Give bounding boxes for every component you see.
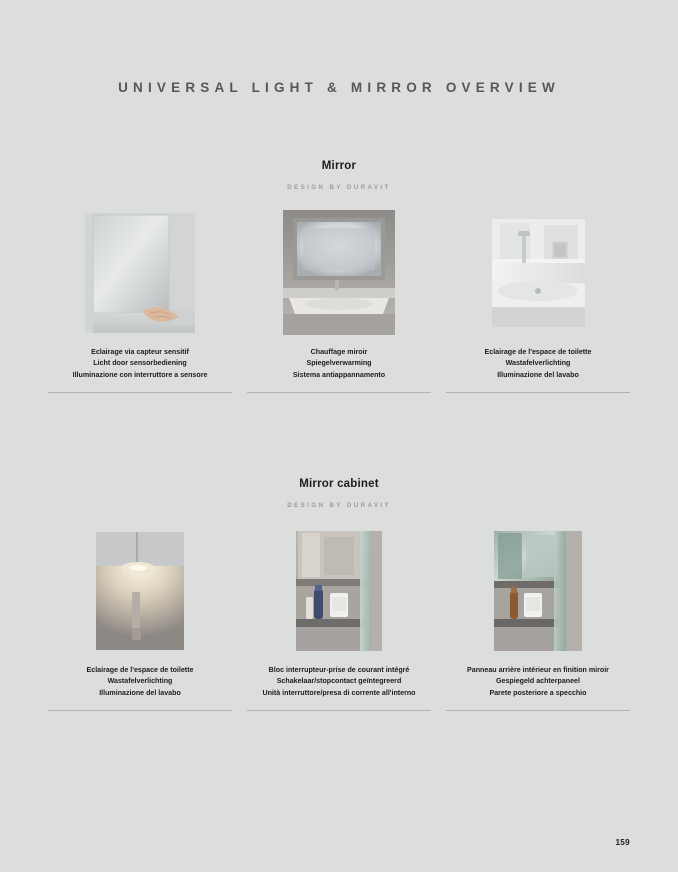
section-subtitle: DESIGN BY DURAVIT — [287, 502, 391, 509]
caption-line: Licht door sensorbediening — [93, 359, 187, 368]
caption-line: Illuminazione del lavabo — [99, 688, 181, 697]
section-title: Mirror — [321, 160, 357, 172]
mirror-with-heated-surface-photo — [247, 210, 431, 335]
card-divider — [247, 392, 431, 393]
caption-line: Panneau arrière intérieur en finition miroir — [467, 666, 609, 674]
product-card — [48, 528, 232, 711]
product-card — [446, 210, 630, 393]
card-row — [48, 210, 630, 393]
section-mirror-cabinet — [48, 478, 630, 711]
card-caption — [293, 347, 385, 383]
card-divider — [247, 710, 431, 711]
caption-line: Eclairage de l'espace de toilette — [86, 666, 194, 674]
card-caption — [467, 665, 609, 701]
caption-line: Chauffage miroir — [310, 348, 368, 356]
section-mirror — [48, 160, 630, 393]
card-caption — [73, 347, 208, 383]
card-row — [48, 528, 630, 711]
caption-line: Spiegelverwarming — [306, 359, 372, 368]
section-subtitle: DESIGN BY DURAVIT — [287, 184, 391, 191]
card-caption — [485, 347, 592, 383]
page-title: UNIVERSAL LIGHT & MIRROR OVERVIEW — [118, 80, 560, 95]
card-divider — [446, 392, 630, 393]
caption-line: Wastafelverlichting — [505, 359, 571, 368]
product-card — [446, 528, 630, 711]
mirror-washbasin-lighting-photo — [446, 210, 630, 335]
product-card — [48, 210, 232, 393]
caption-line: Schakelaar/stopcontact geïntegreerd — [276, 677, 402, 686]
card-caption — [262, 665, 415, 701]
caption-line: Unità interruttore/presa di corrente all'interno — [262, 688, 416, 697]
mirror-cabinet-washbasin-lighting-photo — [48, 528, 232, 653]
card-divider — [48, 710, 232, 711]
caption-line: Illuminazione con interruttore a sensore — [72, 370, 208, 379]
caption-line: Gespiegeld achterpaneel — [496, 677, 580, 686]
section-header — [48, 478, 630, 509]
caption-line: Illuminazione del lavabo — [497, 370, 579, 379]
product-card — [247, 528, 431, 711]
caption-line: Sistema antiappannamento — [292, 370, 386, 379]
page-number: 159 — [615, 838, 630, 847]
card-divider — [48, 392, 232, 393]
mirror-cabinet-integrated-socket-photo — [247, 528, 431, 653]
mirror-cabinet-mirrored-back-panel-photo — [446, 528, 630, 653]
section-header — [48, 160, 630, 191]
caption-line: Eclairage de l'espace de toilette — [484, 348, 592, 356]
card-divider — [446, 710, 630, 711]
mirror-with-sensor-switch-photo — [48, 210, 232, 335]
caption-line: Eclairage via capteur sensitif — [91, 348, 189, 356]
product-card — [247, 210, 431, 393]
caption-line: Parete posteriore a specchio — [489, 688, 587, 697]
caption-line: Bloc interrupteur-prise de courant intégré — [268, 666, 410, 674]
caption-line: Wastafelverlichting — [107, 677, 173, 686]
card-caption — [87, 665, 194, 701]
section-title: Mirror cabinet — [299, 478, 379, 490]
